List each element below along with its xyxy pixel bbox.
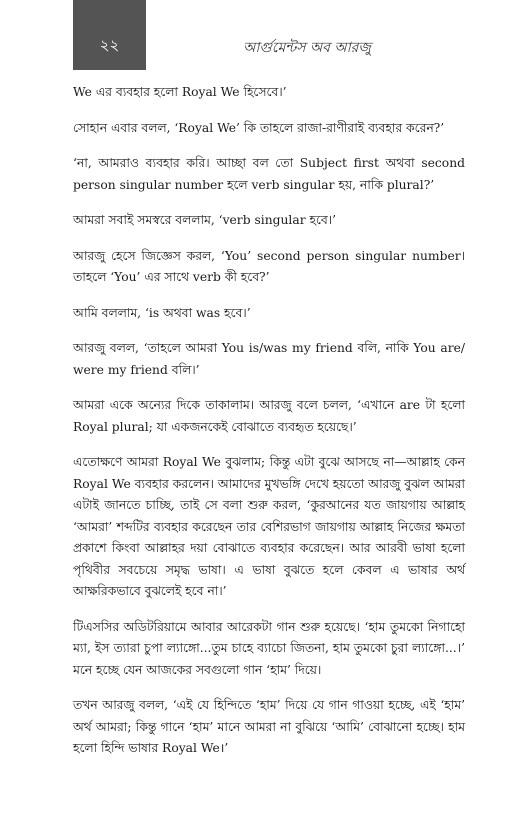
paragraph: এতোক্ষণে আমরা Royal We বুঝলাম; কিন্তু এটা বুঝে আসছে না—আল্লাহ কেন Royal We ব্যবহার করলেন। আমাদের মুখভঙ্গি দেখে হয়তো আরজু বুঝল আমরা এটাই জানতে চাচ্ছি, তাই সে বলা শুরু করল, ‘কুরআনের যত জায়গায় আল্লাহ ‘আমরা’ শব্দটির ব্যবহার করেছেন তার বেশিরভাগ জায়গায় আল্লাহ নিজের ক্ষমতা প্রকাশে কিংবা আল্লাহর দয়া বোঝাতে ব্যবহার করেছেন। আর আরবী ভাষা হলো পৃথিবীর সবচেয়ে সমৃদ্ধ ভাষা। এ ভাষা বুঝতে হলে কেবল এ ভাষার অর্থ আক্ষরিকভাবে বুঝলেই হবে না।’ xyxy=(73,455,465,598)
paragraph: আরজু হেসে জিজ্ঞেস করল, ‘You’ second person singular number। তাহলে ‘You’ এর সাথে verb কী হবে?’ xyxy=(73,248,465,284)
paragraph: আমরা সবাই সমস্বরে বললাম, ‘verb singular হবে।’ xyxy=(73,213,337,227)
paragraph: আরজু বলল, ‘তাহলে আমরা You is/was my friend বলি, নাকি You are/ were my friend বলি।’ xyxy=(73,341,465,377)
paragraph: তখন আরজু বলল, ‘এই যে হিন্দিতে ‘হাম’ দিয়ে যে গান গাওয়া হচ্ছে, এই ‘হাম’ অর্থ আমরা; কিন্তু গানে ‘হাম’ মানে আমরা না বুঝিয়ে ‘আমি’ বোঝানো হচ্ছে। হাম হলো হিন্দি ভাষার Royal We।’ xyxy=(73,698,465,755)
paragraph: We এর ব্যবহার হলো Royal We হিসেবে।’ xyxy=(73,85,287,99)
running-title: আর্গুমেন্টস অব আরজু xyxy=(243,40,371,56)
page-header xyxy=(0,0,528,70)
paragraph: সোহান এবার বলল, ‘Royal We’ কি তাহলে রাজা-রাণীরাই ব্যবহার করেন?’ xyxy=(73,120,445,135)
paragraph: আমি বললাম, ‘is অথবা was হবে।’ xyxy=(73,305,251,320)
paragraph: ‘না, আমরাও ব্যবহার করি। আচ্ছা বল তো Subject first অথবা second person singular number হলে verb singular হয়, নাকি plural?’ xyxy=(73,156,465,192)
page-number: ২২ xyxy=(99,35,120,54)
paragraph: আমরা একে অন্যের দিকে তাকালাম। আরজু বলে চলল, ‘এখানে are টা হলো Royal plural; যা একজনকেই বোঝাতে ব্যবহৃত হয়েছে।’ xyxy=(73,398,465,434)
paragraph: টিএসসির অডিটরিয়ামে আবার আরেকটা গান শুরু হয়েছে। ‘হাম তুমকো নিগাহো ম্যা, ইস ত্যারা চুপা ল্যাঙ্গো...তুম চাহে ব্যাচো জিতনা, হাম তুমকো চুরা ল্যাঙ্গো...।’ মনে হচ্ছে যেন আজকের সবগুলো গান ‘হাম’ দিয়ে। xyxy=(73,619,465,677)
page-number-box xyxy=(73,0,146,70)
page-body xyxy=(73,82,465,774)
